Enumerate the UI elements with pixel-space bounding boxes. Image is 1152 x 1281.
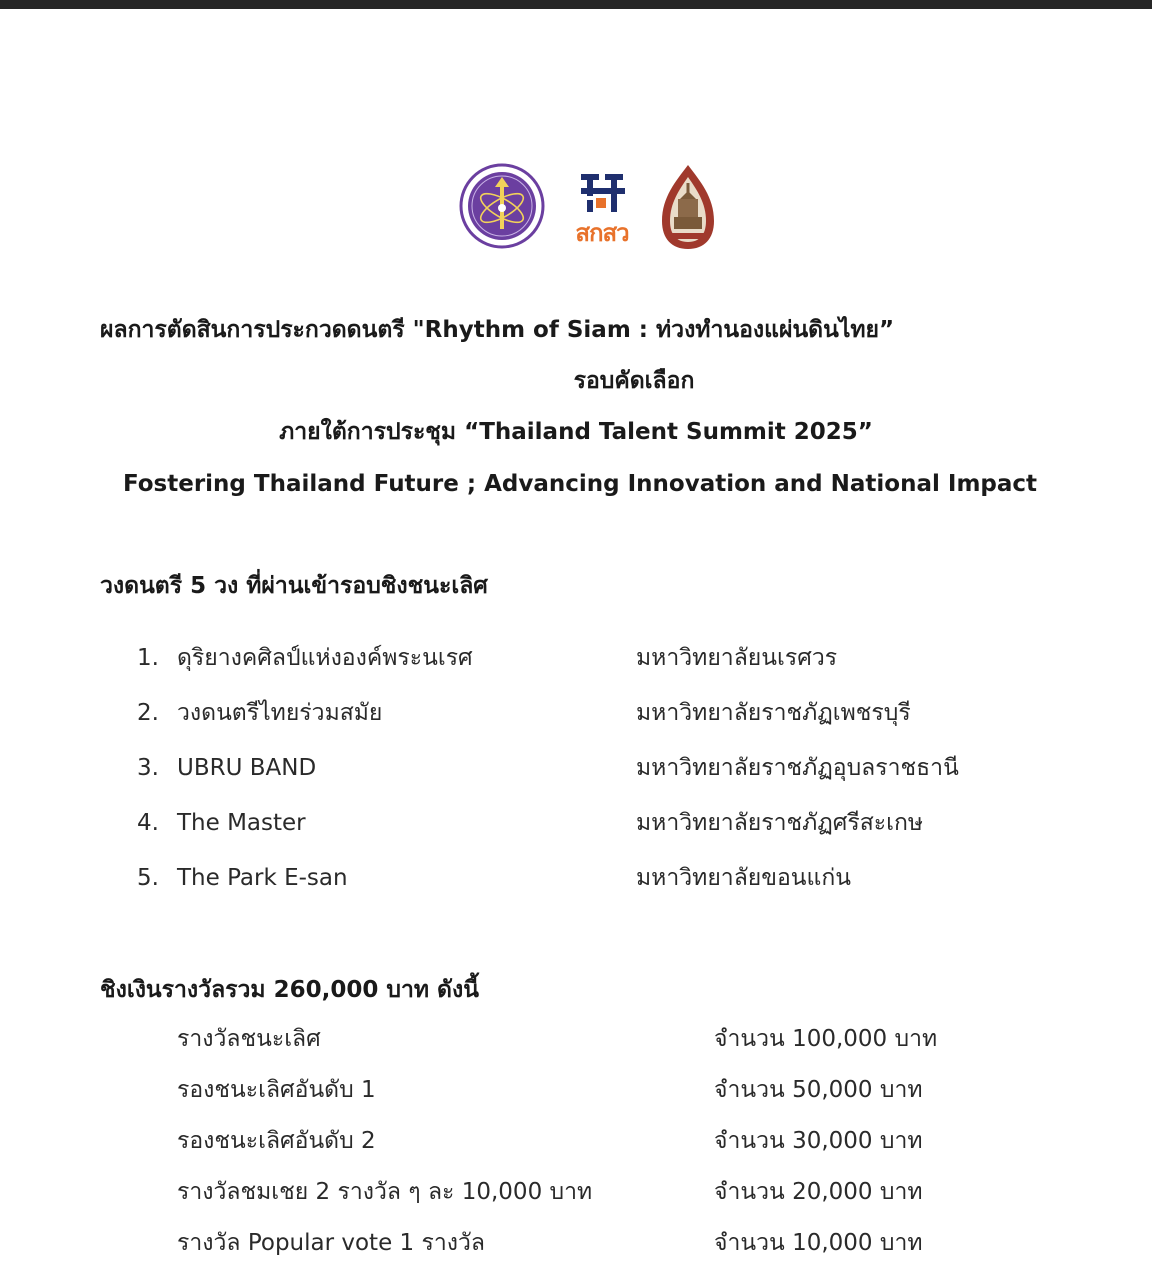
tsri-logo-text: สกสว — [575, 219, 629, 247]
band-number: 4. — [137, 810, 159, 836]
prize-heading: ชิงเงินรางวัลรวม 260,000 บาท ดังนี้ — [100, 977, 479, 1003]
band-number: 5. — [137, 865, 159, 891]
prize-name: รางวัล Popular vote 1 รางวัล — [177, 1230, 485, 1256]
prize-amount: จำนวน 100,000 บาท — [714, 1026, 938, 1052]
band-university: มหาวิทยาลัยราชภัฏเพชรบุรี — [636, 700, 911, 726]
finalists-heading: วงดนตรี 5 วง ที่ผ่านเข้ารอบชิงชนะเลิศ — [100, 573, 488, 599]
prize-amount: จำนวน 30,000 บาท — [714, 1128, 923, 1154]
band-university: มหาวิทยาลัยราชภัฏศรีสะเกษ — [636, 810, 924, 836]
tsri-mark-icon — [579, 170, 625, 216]
band-name: UBRU BAND — [177, 755, 317, 781]
event-title: ภายใต้การประชุม “Thailand Talent Summit 2025” — [279, 419, 873, 445]
prize-name: รองชนะเลิศอันดับ 2 — [177, 1128, 376, 1154]
prize-amount: จำนวน 10,000 บาท — [714, 1230, 923, 1256]
kku-emblem-icon — [658, 163, 718, 251]
band-name: The Master — [177, 810, 306, 836]
band-name: ดุริยางคศิลป์แห่งองค์พระนเรศ — [177, 645, 473, 671]
prize-name: รางวัลชมเชย 2 รางวัล ๆ ละ 10,000 บาท — [177, 1179, 593, 1205]
top-bar — [0, 0, 1152, 9]
round-subtitle: รอบคัดเลือก — [573, 368, 695, 394]
band-university: มหาวิทยาลัยขอนแก่น — [636, 865, 852, 891]
band-number: 2. — [137, 700, 159, 726]
announcement-title: ผลการตัดสินการประกวดดนตรี "Rhythm of Siam : ท่วงทำนองแผ่นดินไทย” — [100, 317, 895, 343]
prize-amount: จำนวน 20,000 บาท — [714, 1179, 923, 1205]
band-university: มหาวิทยาลัยราชภัฏอุบลราชธานี — [636, 755, 959, 781]
band-number: 3. — [137, 755, 159, 781]
tsri-logo — [567, 168, 637, 250]
band-name: The Park E-san — [177, 865, 348, 891]
event-theme: Fostering Thailand Future ; Advancing Innovation and National Impact — [122, 471, 1038, 497]
prize-amount: จำนวน 50,000 บาท — [714, 1077, 923, 1103]
prize-name: รองชนะเลิศอันดับ 1 — [177, 1077, 376, 1103]
logo-row — [455, 160, 725, 255]
band-name: วงดนตรีไทยร่วมสมัย — [177, 700, 383, 726]
band-university: มหาวิทยาลัยนเรศวร — [636, 645, 838, 671]
nrct-seal-icon — [459, 163, 545, 249]
band-number: 1. — [137, 645, 159, 671]
prize-name: รางวัลชนะเลิศ — [177, 1026, 321, 1052]
